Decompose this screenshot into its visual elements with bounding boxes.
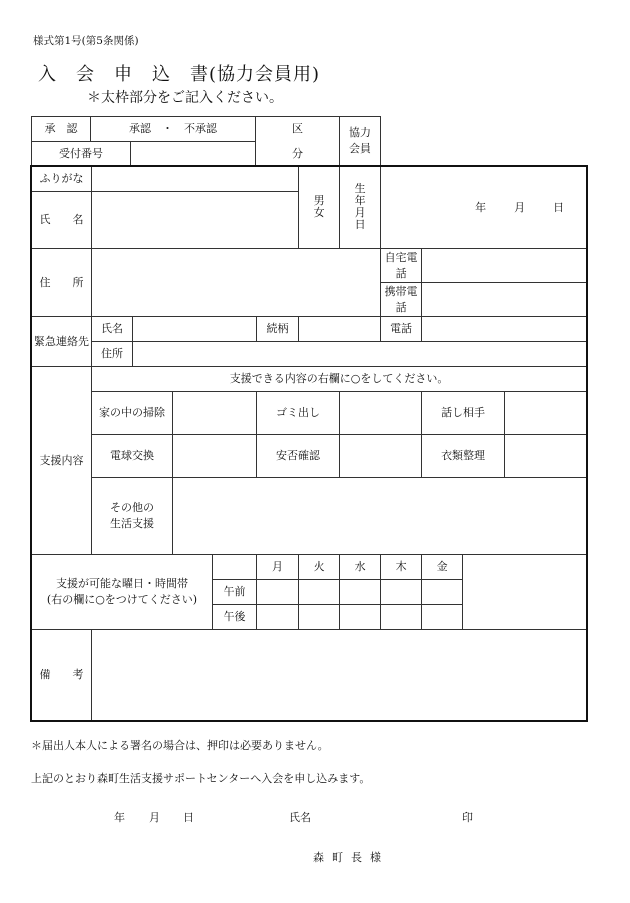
- signature-name-label: 氏名: [289, 811, 311, 824]
- signature-month-label: 月: [149, 811, 160, 824]
- support-other-field[interactable]: [173, 478, 587, 555]
- emergency-relation-label: 続柄: [257, 317, 299, 342]
- afternoon-wed[interactable]: [340, 605, 381, 630]
- remarks-field[interactable]: [92, 630, 587, 721]
- category-label-top: 区: [256, 117, 340, 142]
- emergency-address-field[interactable]: [133, 342, 587, 367]
- receipt-number-field[interactable]: [131, 142, 256, 167]
- day-wed: 水: [340, 555, 381, 580]
- morning-label: 午前: [213, 580, 257, 605]
- address-field[interactable]: [92, 249, 381, 317]
- afternoon-fri[interactable]: [422, 605, 463, 630]
- category-value: 協力 会員: [340, 117, 381, 167]
- day-mon: 月: [257, 555, 299, 580]
- morning-fri[interactable]: [422, 580, 463, 605]
- support-item-safety-check: 安否確認: [257, 435, 340, 478]
- emergency-contact-label: 緊急連絡先: [32, 317, 92, 367]
- gender-label: 男女: [299, 167, 340, 249]
- emergency-phone-label: 電話: [381, 317, 422, 342]
- availability-corner: [213, 555, 257, 580]
- form-subtitle: ＊太枠部分をご記入ください。: [87, 90, 283, 106]
- availability-blank: [463, 555, 587, 630]
- support-check-lightbulb[interactable]: [173, 435, 257, 478]
- support-check-safety-check[interactable]: [340, 435, 422, 478]
- birth-year-label: 年: [475, 200, 487, 214]
- support-check-laundry[interactable]: [505, 435, 587, 478]
- birthdate-field[interactable]: [381, 167, 587, 249]
- afternoon-tue[interactable]: [299, 605, 340, 630]
- emergency-phone-field[interactable]: [422, 317, 587, 342]
- afternoon-mon[interactable]: [257, 605, 299, 630]
- day-fri: 金: [422, 555, 463, 580]
- support-item-lightbulb: 電球交換: [92, 435, 173, 478]
- seal-note: ＊届出人本人による署名の場合は、押印は必要ありません。: [31, 739, 329, 752]
- furigana-label: ふりがな: [32, 167, 92, 192]
- support-check-cleaning[interactable]: [173, 392, 257, 435]
- support-item-laundry: 衣類整理: [422, 435, 505, 478]
- declaration: 上記のとおり森町生活支援サポートセンターへ入会を申し込みます。: [31, 772, 371, 785]
- signature-year-label: 年: [114, 811, 125, 824]
- mobile-phone-label: 携帯電話: [381, 283, 422, 317]
- approval-label: 承 認: [32, 117, 91, 142]
- birth-month-label: 月: [514, 200, 526, 214]
- home-phone-label: 自宅電話: [381, 249, 422, 283]
- birthdate-label: 生年月日: [340, 167, 381, 249]
- morning-wed[interactable]: [340, 580, 381, 605]
- support-check-conversation[interactable]: [505, 392, 587, 435]
- support-check-garbage[interactable]: [340, 392, 422, 435]
- day-tue: 火: [299, 555, 340, 580]
- birth-day-label: 日: [553, 200, 565, 214]
- address-label: 住 所: [32, 249, 92, 317]
- emergency-address-label: 住所: [92, 342, 133, 367]
- morning-mon[interactable]: [257, 580, 299, 605]
- name-field[interactable]: [92, 192, 299, 249]
- availability-label: 支援が可能な曜日・時間帯 (右の欄に○をつけてください): [32, 555, 213, 630]
- morning-tue[interactable]: [299, 580, 340, 605]
- receipt-number-label: 受付番号: [32, 142, 131, 167]
- afternoon-label: 午後: [213, 605, 257, 630]
- furigana-field[interactable]: [92, 167, 299, 192]
- support-item-other: その他の 生活支援: [92, 478, 173, 555]
- afternoon-thu[interactable]: [381, 605, 422, 630]
- application-form-table: [31, 166, 587, 721]
- addressee: 森町長様: [313, 851, 389, 864]
- support-content-label: 支援内容: [32, 367, 92, 555]
- approval-options[interactable]: 承認 ・ 不承認: [91, 117, 256, 142]
- mobile-phone-field[interactable]: [422, 283, 587, 317]
- category-label-bottom: 分: [256, 142, 340, 167]
- support-instruction: 支援できる内容の右欄に○をしてください。: [92, 367, 587, 392]
- emergency-name-label: 氏名: [92, 317, 133, 342]
- home-phone-field[interactable]: [422, 249, 587, 283]
- form-title: 入 会 申 込 書(協力会員用): [38, 64, 321, 85]
- form-code: 様式第1号(第5条関係): [33, 35, 139, 47]
- name-label: 氏 名: [32, 192, 92, 249]
- support-item-conversation: 話し相手: [422, 392, 505, 435]
- emergency-name-field[interactable]: [133, 317, 257, 342]
- emergency-relation-field[interactable]: [299, 317, 381, 342]
- office-use-table: [31, 116, 381, 167]
- support-item-cleaning: 家の中の掃除: [92, 392, 173, 435]
- day-thu: 木: [381, 555, 422, 580]
- remarks-label: 備 考: [32, 630, 92, 721]
- support-item-garbage: ゴミ出し: [257, 392, 340, 435]
- morning-thu[interactable]: [381, 580, 422, 605]
- signature-day-label: 日: [183, 811, 194, 824]
- seal-mark-label: 印: [462, 811, 473, 824]
